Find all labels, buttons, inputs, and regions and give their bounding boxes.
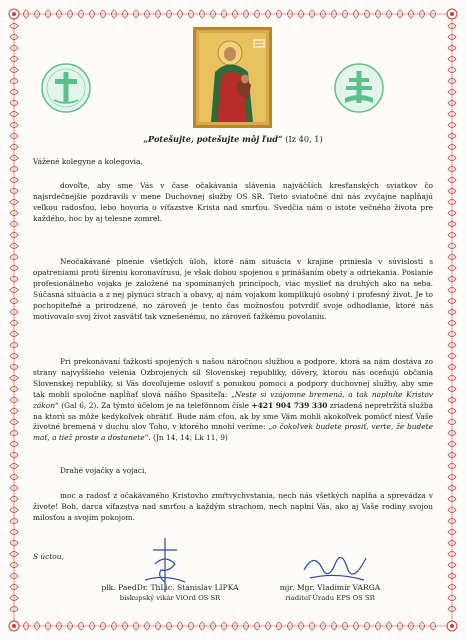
greeting-2-text: Drahé vojačky a vojaci, — [60, 466, 147, 475]
paragraph-3-part-a: Pri prekonávaní ťažkostí spojených s našou náročnou službou a podpore, ktorá sa nám dostáva zo strany najvyššieho velenia Ozbrojených síl Slovenskej republiky, dôvery, ktorou nás oceňujú občania Slovenskej republiky, si Vás dovoľujeme osloviť s ponukou pomoci a podpory duchovnej služby, aby sme tak mohli spoločne napĺňať slová nášho Spasiteľa: — [33, 357, 433, 399]
paragraph-3-text — [33, 357, 433, 444]
paragraph-3-part-b: (Gal 6, 2). Za týmto účelom je na telefónnom čísle — [58, 400, 252, 410]
sign-off: S úctou, — [33, 552, 64, 561]
greeting-text: Vážené kolegyne a kolegovia, — [33, 157, 143, 166]
scripture-quote-galatians: „Neste si vzájomne bremená, a tak naplníte Kristov zákon“ — [33, 389, 433, 410]
signatory-2-role: riaditeľ Úradu EPS OS SR — [285, 594, 375, 602]
helpline-phone-number: +421 904 739 330 — [251, 400, 328, 410]
paragraph-3-part-d: . (Jn 14, 14; Lk 11, 9) — [148, 433, 228, 443]
paragraph-3-part-c: zriadená nepretržitá služba na ktorú sa môže kedykoľvek obrátiť. Bude nám cťou, ak by sme Vám mohli akokoľvek pomôcť niesť Vaše životné bremená v duchu slov Toho, v ktorého mnohí veríme: — [33, 400, 433, 432]
motto-reference: (Iz 40, 1) — [285, 134, 323, 144]
motto — [0, 134, 466, 144]
border-ornament — [450, 12, 454, 16]
signature-block-2 — [240, 583, 420, 602]
paragraph-4-text: moc a radosť z očakávaného Kristovho zmŕtvychvstania, nech nás všetkých naplňa a sprevádza v živote! Boh, darca víťazstva nad smrťou a každým strachom, nech naplní Vás, ako aj Vaše rodiny svojou milosťou a svojím pokojom. — [33, 491, 433, 522]
paragraph-2 — [33, 257, 433, 322]
border-ornament — [12, 12, 16, 16]
religious-icon-image — [193, 27, 272, 128]
signature-block-1 — [80, 583, 260, 602]
motto-quote: „Potešujte, potešujte môj ľud“ — [143, 134, 283, 144]
greeting-2 — [33, 466, 433, 477]
paragraph-4 — [33, 491, 433, 524]
signatory-1-role: biskupský vikár ViOrd OS SR — [119, 594, 221, 602]
scripture-quote-john: „o čokoľvek budete prosiť, verte, že budete mať, a tiež proste a dostanete“ — [33, 422, 433, 443]
paragraph-3 — [33, 357, 433, 444]
cross-emblem-icon — [333, 62, 385, 114]
border-ornament — [450, 624, 454, 628]
signatory-2-name: mjr. Mgr. Vladimír VARGA — [279, 583, 381, 592]
paragraph-2-text: Neočakávané plnenie všetkých úloh, ktoré nám situácia v krajine priniesla v súvislosti s opatreniami proti šíreniu koronavírusu, je však dobou spojenou s prinášaním obety a odriekania. Poslanie profesionálneho vojaka je založené na spomínaných princípoch, viac myslieť na druhých ako na seba. Súčasná situácia a z nej plynúci strach a obavy, aj nám vojakom komplikujú osobný i profesný život. Je to pochopiteľné a prirodzené, no zároveň je tento čas možnosťou potvrdiť svoje odhodlanie, ktoré nás motivovalo svoj život zasvätiť tak vznešenému, no zároveň ťažkému povolaniu. — [33, 257, 433, 321]
cross-emblem-icon — [40, 62, 92, 114]
greeting — [33, 157, 433, 168]
border-ornament — [12, 624, 16, 628]
signatory-1-name: plk. PaedDr. ThLic. Stanislav LIPKA — [101, 583, 239, 592]
signature-varga — [300, 548, 370, 588]
paragraph-1 — [33, 181, 433, 225]
paragraph-1-text: dovoľte, aby sme Vás v čase očakávania slávenia najväčších kresťanských sviatkov čo najsrdečnejšie pozdravili v mene Duchovnej služby OS SR. Tieto sviatočné dni nás zvyčajne napĺňajú veľkou radosťou, lebo hovoria o víťazstve Krista nad smrťou. Svedčia nám o istote večného života pre každého, hoc by aj telesne zomrel. — [33, 181, 433, 223]
